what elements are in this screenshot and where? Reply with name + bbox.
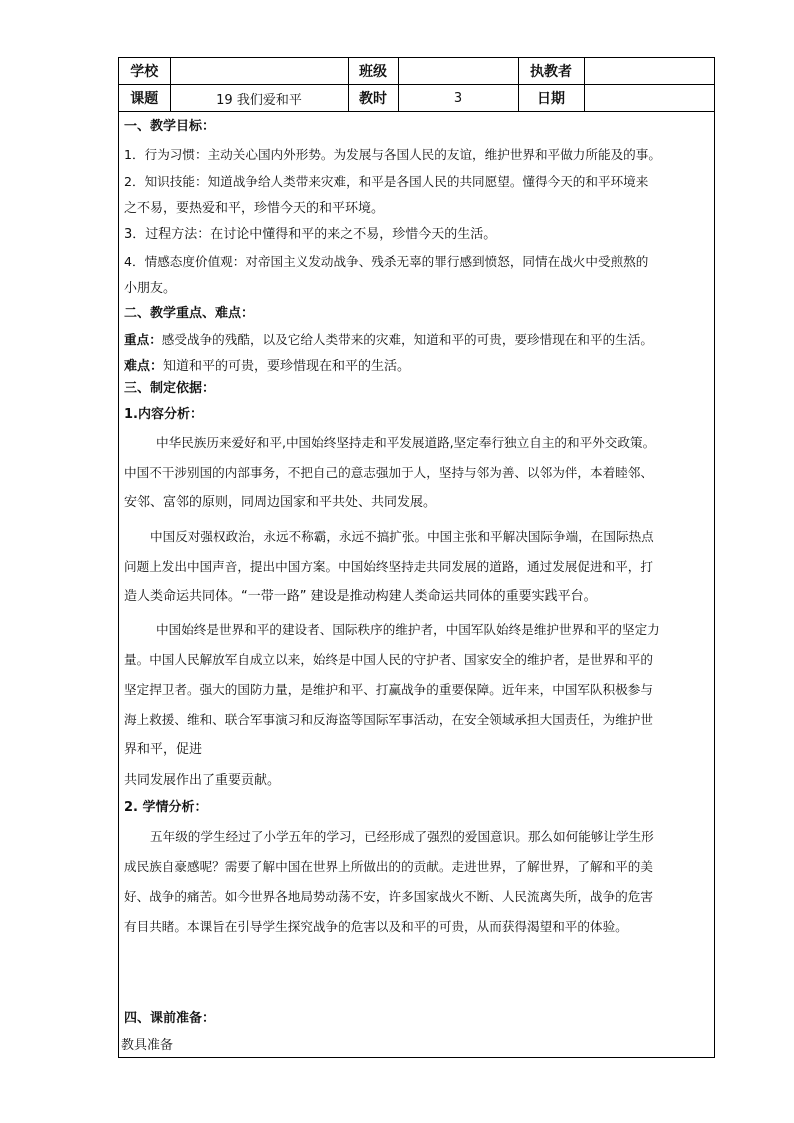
difficulty-label: 难点： [124,359,164,374]
topic-value[interactable]: 19 我们爱和平 [170,85,348,112]
difficulty-line [124,358,410,376]
section-title-basis: 三、制定依据： [124,381,216,396]
lesson-plan-sheet [118,57,715,1058]
objective-4-line-1: 4．情感态度价值观：对帝国主义发动战争、残杀无辜的罪行感到愤怒，同情在战火中受煎熬的 [124,254,649,269]
difficulty-text: 知道和平的可贵，要珍惜现在和平的生活。 [163,359,411,374]
topic-label: 课题 [119,85,170,112]
paragraph-4-line-1: 五年级的学生经过了小学五年的学习，已经形成了强烈的爱国意识。那么如何能够让学生形 [150,829,654,844]
paragraph-4-line-3: 好、战争的痛苦。如今世界各地局势动荡不安，许多国家战火不断、人民流离失所，战争的危害 [124,889,653,904]
paragraph-4-line-4: 有目共睹。本课旨在引导学生探究战争的危害以及和平的可贵，从而获得渴望和平的体验。 [124,919,628,934]
section-title-objectives: 一、教学目标： [124,119,216,134]
subsection-title-student-analysis: 2. 学情分析： [124,800,208,815]
date-value[interactable] [584,85,714,112]
key-point-line [124,331,653,349]
school-value[interactable] [170,58,348,85]
key-point-text: 感受战争的残酷，以及它给人类带来的灾难，知道和平的可贵，要珍惜现在和平的生活。 [161,332,653,347]
hours-value[interactable]: 3 [398,85,518,112]
hours-label: 教时 [348,85,398,112]
key-point-label: 重点： [124,332,162,347]
objective-2-line-2: 之不易，要热爱和平，珍惜今天的和平环境。 [124,201,385,216]
paragraph-2-line-3: 造人类命运共同体。“一带一路” 建设是推动构建人类命运共同体的重要实践平台。 [124,589,597,604]
paragraph-3-line-2: 量。中国人民解放军自成立以来，始终是中国人民的守护者、国家安全的维护者，是世界和平的 [124,652,653,667]
objective-3: 3．过程方法：在讨论中懂得和平的来之不易，珍惜今天的生活。 [124,227,497,242]
objective-1: 1．行为习惯：主动关心国内外形势。为发展与各国人民的友谊，维护世界和平做力所能及的事。 [124,147,661,162]
preparation-text: 教具准备 [121,1038,174,1053]
header-row-1 [119,58,714,85]
paragraph-3-line-6: 共同发展作出了重要贡献。 [124,773,281,788]
paragraph-1-line-1: 中华民族历来爱好和平,中国始终坚持走和平发展道路,坚定奉行独立自主的和平外交政策。 [156,435,656,450]
header-row-2 [119,85,714,112]
paragraph-1-line-2: 中国不干涉别国的内部事务，不把自己的意志强加于人，坚持与邻为善、以邻为伴，本着睦邻、 [124,465,653,480]
subsection-title-content-analysis: 1.内容分析： [124,407,203,422]
paragraph-3-line-1: 中国始终是世界和平的建设者、国际秩序的维护者，中国军队始终是维护世界和平的坚定力 [156,622,660,637]
paragraph-1-line-3: 安邻、富邻的原则，同周边国家和平共处、共同发展。 [124,495,437,510]
section-title-key-points: 二、教学重点、难点： [124,306,255,321]
paragraph-2-line-1: 中国反对强权政治，永远不称霸，永远不搞扩张。中国主张和平解决国际争端，在国际热点 [150,529,654,544]
teacher-label: 执教者 [518,58,584,85]
paragraph-2-line-2: 问题上发出中国声音，提出中国方案。中国始终坚持走共同发展的道路，通过发展促进和平，打 [124,559,653,574]
paragraph-3-line-5: 界和平，促进 [124,742,203,757]
objective-2-line-1: 2．知识技能：知道战争给人类带来灾难，和平是各国人民的共同愿望。懂得今天的和平环境来 [124,174,649,189]
class-label: 班级 [348,58,398,85]
paragraph-4-line-2: 成民族自豪感呢？需要了解中国在世界上所做出的的贡献。走进世界，了解世界，了解和平的美 [124,859,653,874]
date-label: 日期 [518,85,584,112]
paragraph-3-line-4: 海上救援、维和、联合军事演习和反海盗等国际军事活动，在安全领域承担大国责任，为维护世 [124,712,653,727]
header-table [119,58,714,112]
objective-4-line-2: 小朋友。 [124,281,177,296]
paragraph-3-line-3: 坚定捍卫者。强大的国防力量，是维护和平、打赢战争的重要保障。近年来，中国军队积极参与 [124,682,653,697]
class-value[interactable] [398,58,518,85]
teacher-value[interactable] [584,58,714,85]
section-title-preparation: 四、课前准备： [124,1011,216,1026]
school-label: 学校 [119,58,170,85]
